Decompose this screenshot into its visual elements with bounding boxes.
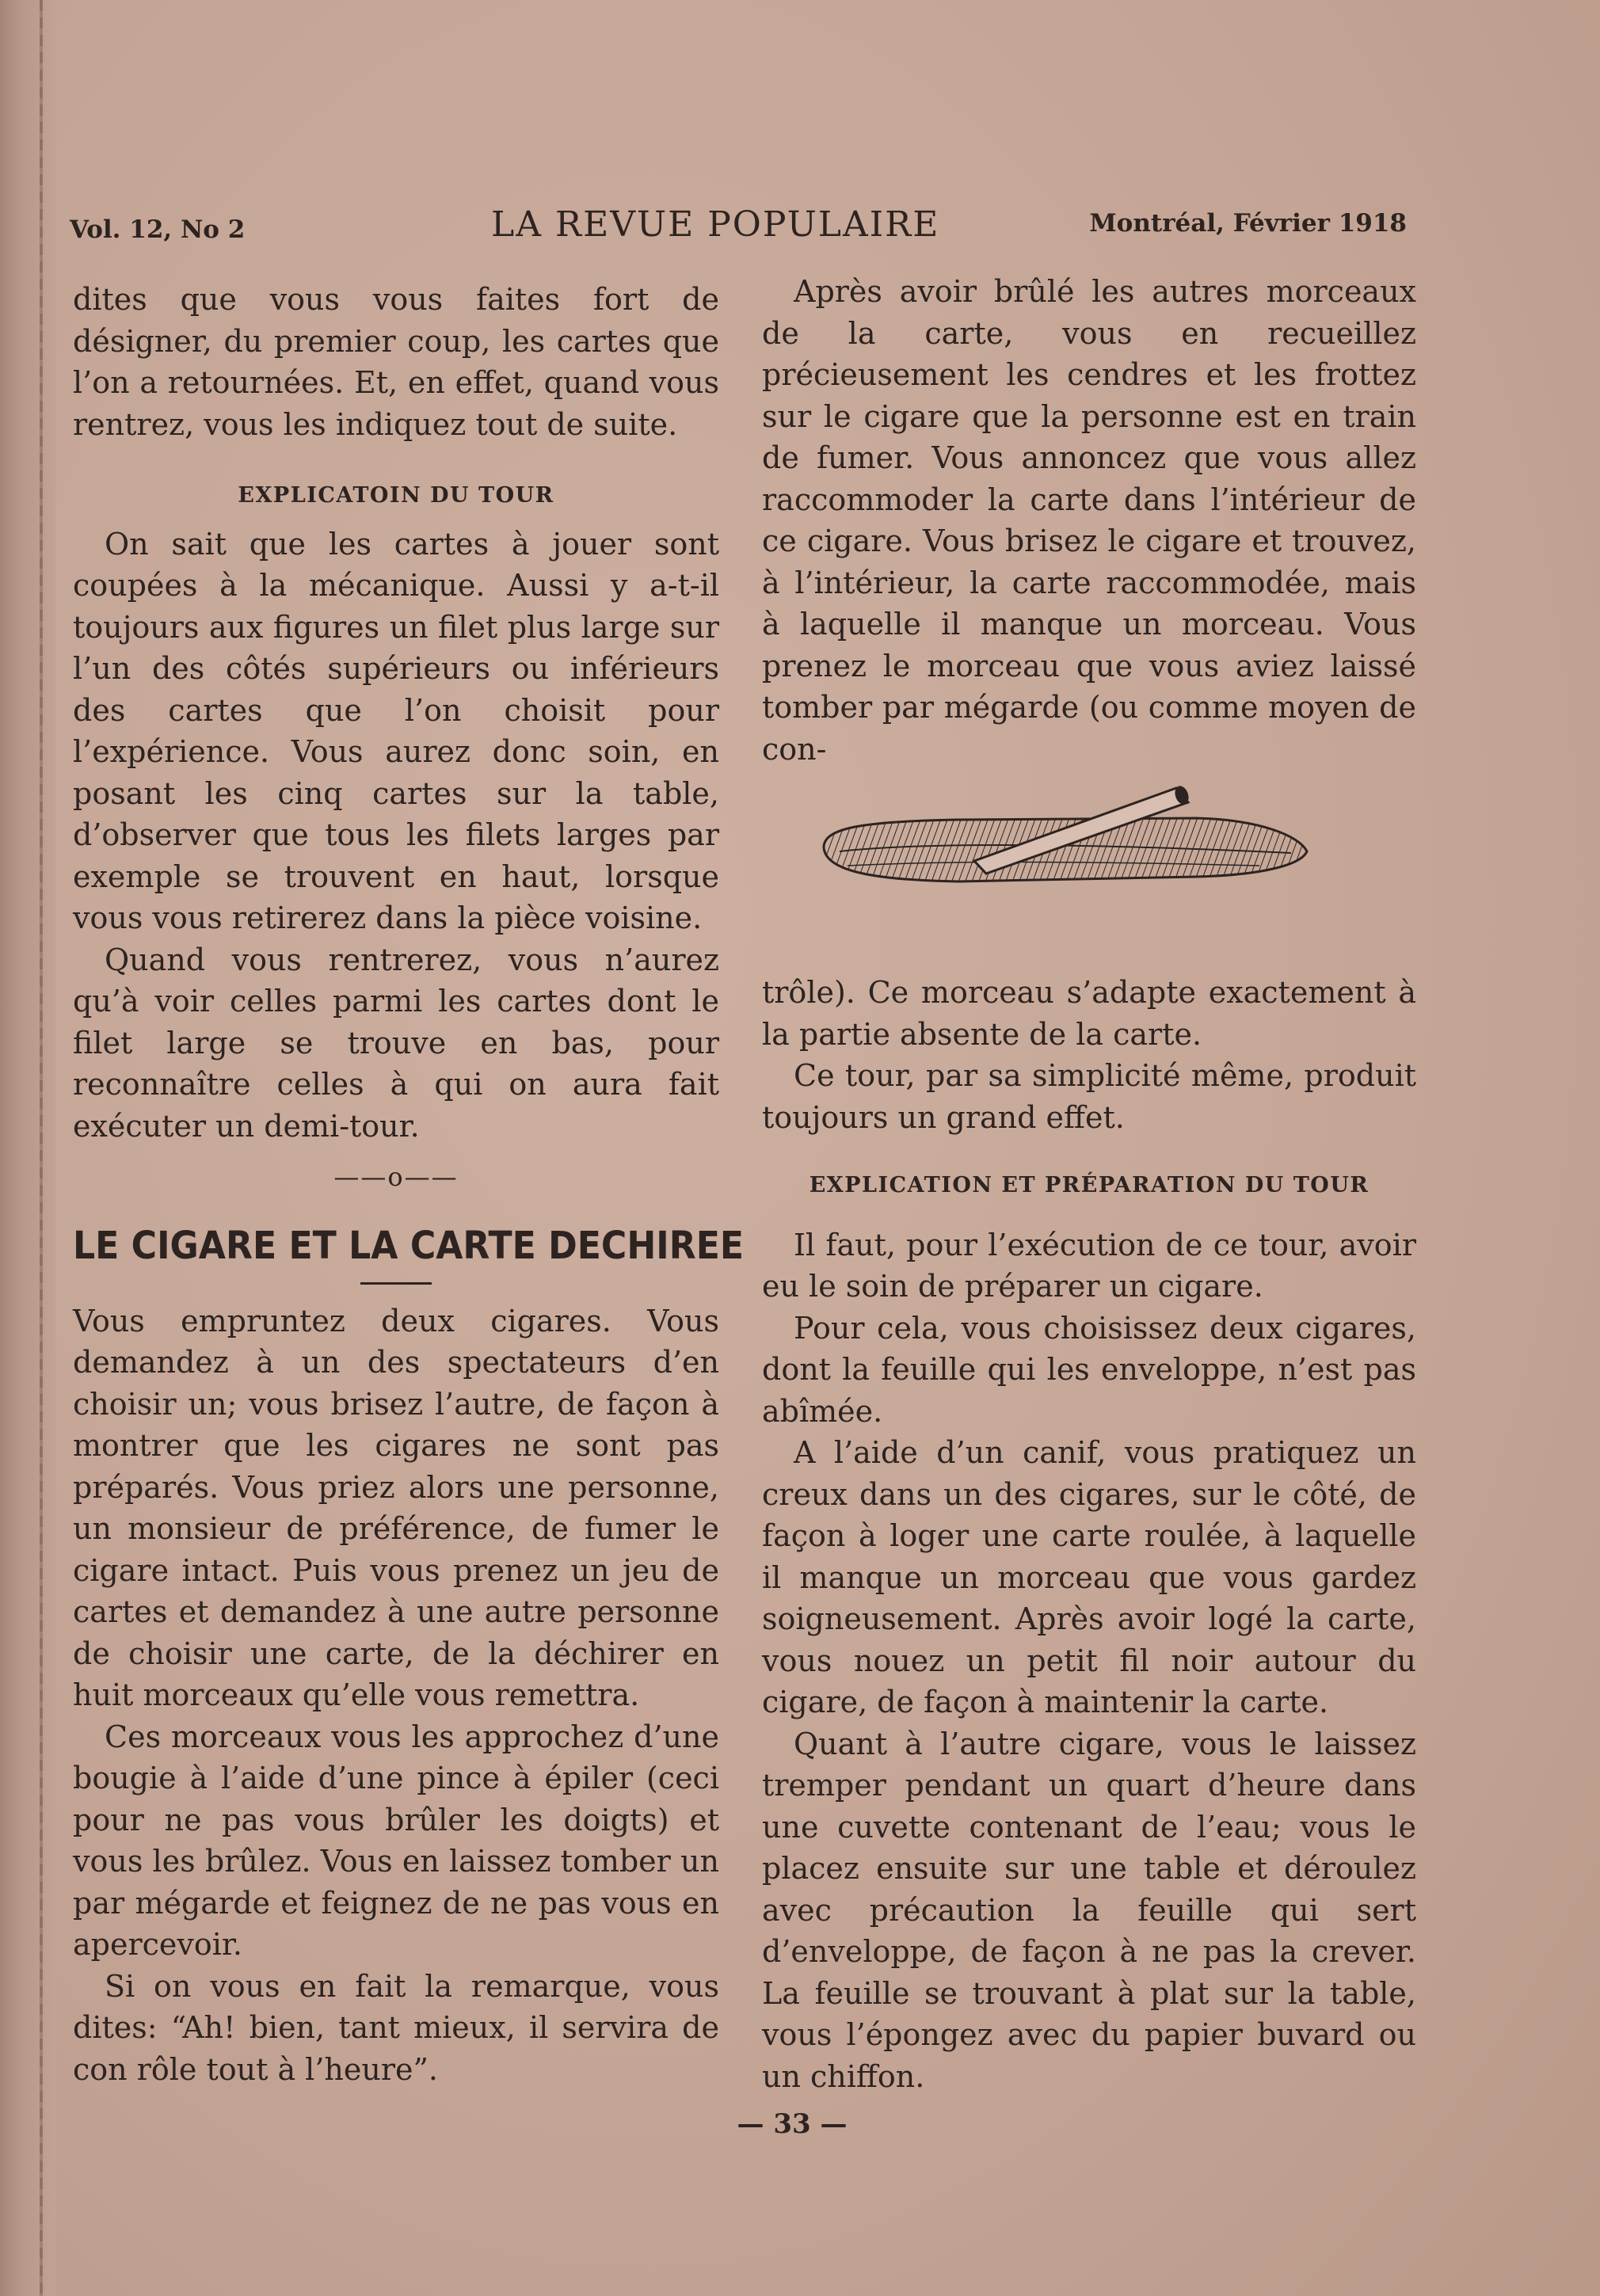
section-separator: ——o—— xyxy=(333,1162,459,1192)
left-column xyxy=(73,279,745,2090)
subheading: EXPLICATION ET PRÉPARATION DU TOUR xyxy=(809,1173,1370,1197)
right-column xyxy=(762,271,1416,2097)
paragraph: Ces morceaux vous les approchez d’une bougie à l’aide d’une pince à épiler (ceci pour ne pas vous brûler les doigts) et vous les brûlez. Vous en laissez tomber un par mégarde et feignez de ne pas vous en apercevoir. xyxy=(73,1719,719,1962)
paragraph: Ce tour, par sa simplicité même, produit toujours un grand effet. xyxy=(762,1058,1416,1135)
article-title: LE CIGARE ET LA CARTE DECHIREE xyxy=(73,1223,745,1268)
page-binding-shadow xyxy=(0,0,55,2296)
paragraph: Si on vous en fait la remarque, vous dites: “Ah! bien, tant mieux, il servira de con rôle tout à l’heure”. xyxy=(73,1968,719,2087)
cigar-illustration xyxy=(816,772,1315,907)
paragraph: Après avoir brûlé les autres morceaux de la carte, vous en recueillez précieusement les cendres et les frottez sur le cigare que la personne est en train de fumer. Vous annoncez que vous allez raccommoder la carte dans l’intérieur de ce cigare. Vous brisez le cigare et trouvez, à l’intérieur, la carte raccommodée, mais à laquelle il manque un morceau. Vous prenez le morceau que vous aviez laissé tomber par mégarde (ou comme moyen de con- xyxy=(762,274,1416,767)
paragraph: trôle). Ce morceau s’adapte exactement à la partie absente de la carte. xyxy=(762,975,1416,1052)
paragraph: Vous empruntez deux cigares. Vous demandez à un des spectateurs d’en choisir un; vous brisez l’autre, de façon à montrer que les cigares ne sont pas préparés. Vous priez alors une personne, un monsieur de préférence, de fumer le cigare intact. Puis vous prenez un jeu de cartes et demandez à une autre personne de choisir une carte, de la déchirer en huit morceaux qu’elle vous remettra. xyxy=(73,1303,719,1712)
paragraph: On sait que les cartes à jouer sont coupées à la mécanique. Aussi y a-t-il toujours aux figures un filet plus large sur l’un des côtés supérieurs ou inférieurs des cartes que l’on choisit pour l’expérience. Vous aurez donc soin, en posant les cinq cartes sur la table, d’observer que tous les filets larges par exemple se trouvent en haut, lorsque vous vous retirerez dans la pièce voisine. xyxy=(73,526,719,935)
publication-title: LA REVUE POPULAIRE xyxy=(491,204,940,245)
page-number: — 33 — xyxy=(737,2108,848,2140)
volume-number: Vol. 12, No 2 xyxy=(70,215,246,244)
paragraph: Quant à l’autre cigare, vous le laissez tremper pendant un quart d’heure dans une cuvette contenant de l’eau; vous le placez ensuite sur une table et déroulez avec précaution la feuille qui sert d’enveloppe, de façon à ne pas la crever. La feuille se trouvant à plat sur la table, vous l’épongez avec du papier buvard ou un chiffon. xyxy=(762,1726,1416,2094)
title-rule xyxy=(360,1282,432,1285)
page-header xyxy=(70,204,1407,252)
paragraph: dites que vous vous faites fort de désigner, du premier coup, les cartes que l’on a retournées. Et, en effet, quand vous rentrez, vous les indiquez tout de suite. xyxy=(73,282,719,442)
place-date: Montréal, Février 1918 xyxy=(1089,209,1407,238)
paragraph: Quand vous rentrerez, vous n’aurez qu’à voir celles parmi les cartes dont le filet large se trouve en bas, pour reconnaître celles à qui on aura fait exécuter un demi-tour. xyxy=(73,942,719,1144)
subheading: EXPLICATOIN DU TOUR xyxy=(238,483,554,508)
binding-stitch-line xyxy=(40,0,43,2296)
paragraph: Pour cela, vous choisissez deux cigares, dont la feuille qui les enveloppe, n’est pas abîmée. xyxy=(762,1310,1416,1429)
paragraph: Il faut, pour l’exécution de ce tour, avoir eu le soin de préparer un cigare. xyxy=(762,1227,1416,1304)
paragraph: A l’aide d’un canif, vous pratiquez un creux dans un des cigares, sur le côté, de façon à loger une carte roulée, à laquelle il manque un morceau que vous gardez soigneusement. Après avoir logé la carte, vous nouez un petit fil noir autour du cigare, de façon à maintenir la carte. xyxy=(762,1435,1416,1719)
